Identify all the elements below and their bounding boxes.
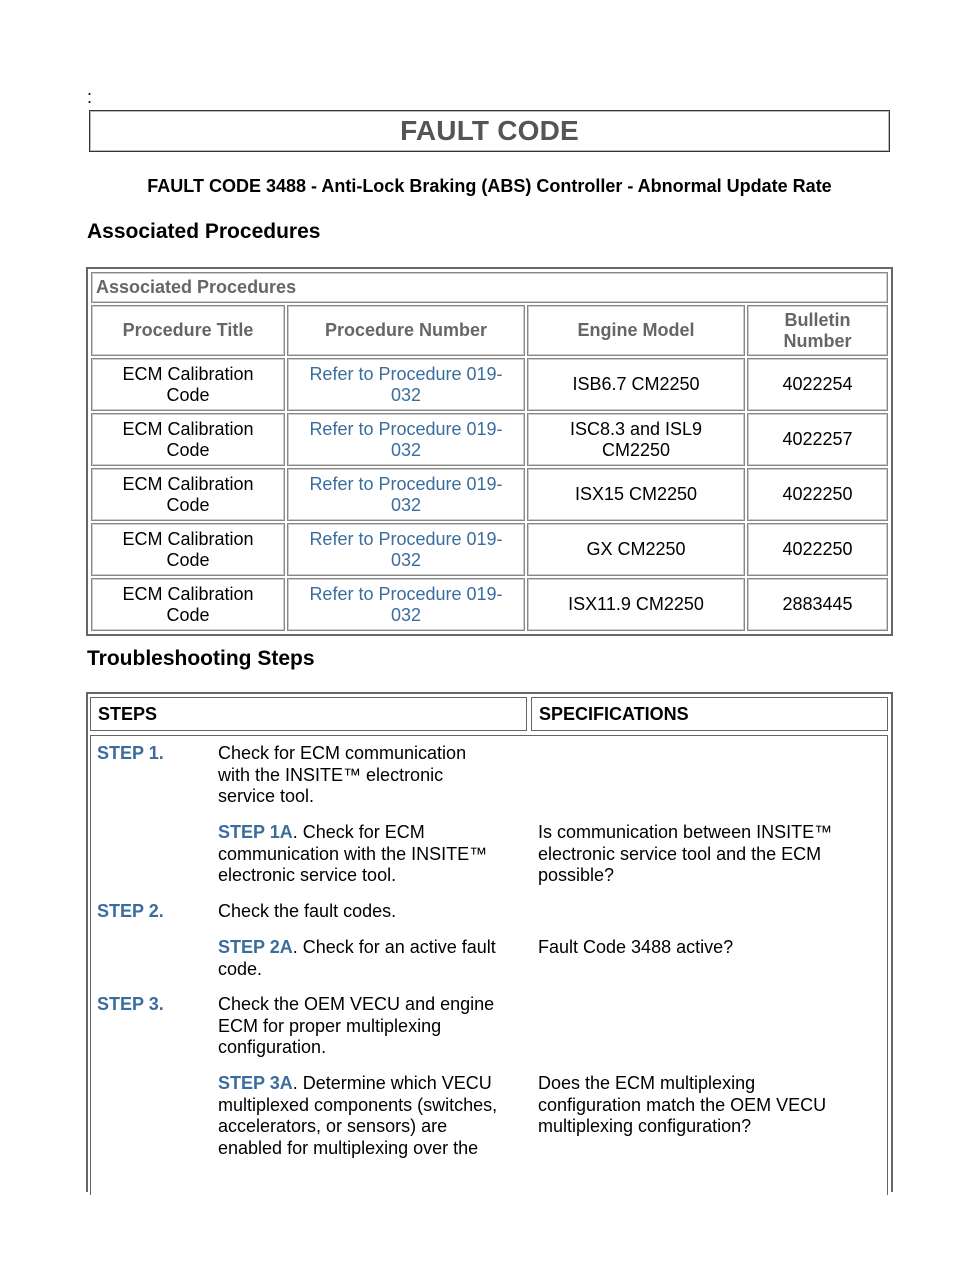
- step-3a-text: STEP 3A. Determine which VECU multiplexed components (switches, accelerators, or sensors) are enabled for multiplexing over the: [218, 1073, 498, 1158]
- procedure-link[interactable]: Refer to Procedure 019- 032: [287, 523, 525, 576]
- engine-model-cell: GX CM2250: [527, 523, 745, 576]
- step-2a-text: STEP 2A. Check for an active fault code.: [218, 937, 496, 979]
- procedure-title-cell: ECM Calibration Code: [91, 523, 285, 576]
- table-row: [91, 468, 888, 521]
- procedure-title-cell: ECM Calibration Code: [91, 578, 285, 631]
- step-3-label[interactable]: STEP 3.: [97, 994, 164, 1014]
- table-row: [91, 523, 888, 576]
- fault-code-banner: [89, 110, 890, 152]
- bulletin-number-cell: 4022250: [747, 468, 888, 521]
- step-1a-specification: Is communication between INSITE™ electronic service tool and the ECM possible?: [538, 822, 833, 885]
- procedure-link[interactable]: Refer to Procedure 019- 032: [287, 413, 525, 466]
- engine-model-cell: ISC8.3 and ISL9 CM2250: [527, 413, 745, 466]
- column-header-steps: STEPS: [90, 697, 527, 731]
- step-3-text: Check the OEM VECU and engine ECM for proper multiplexing configuration.: [218, 994, 495, 1057]
- step-2a-label[interactable]: STEP 2A: [218, 937, 293, 957]
- step-1-text: Check for ECM communication with the INSITE™ electronic service tool.: [218, 743, 467, 806]
- table-row: [91, 413, 888, 466]
- step-1a-label[interactable]: STEP 1A: [218, 822, 293, 842]
- engine-model-cell: ISX15 CM2250: [527, 468, 745, 521]
- step-3a-specification: Does the ECM multiplexing configuration match the OEM VECU multiplexing configuration?: [538, 1073, 827, 1136]
- step-2-text: Check the fault codes.: [218, 901, 397, 921]
- engine-model-cell: ISX11.9 CM2250: [527, 578, 745, 631]
- step-1-label[interactable]: STEP 1.: [97, 743, 164, 763]
- associated-procedures-heading: Associated Procedures: [87, 220, 321, 243]
- bulletin-number-cell: 4022250: [747, 523, 888, 576]
- procedure-link[interactable]: Refer to Procedure 019- 032: [287, 358, 525, 411]
- procedure-link[interactable]: Refer to Procedure 019- 032: [287, 468, 525, 521]
- procedure-link[interactable]: Refer to Procedure 019- 032: [287, 578, 525, 631]
- fault-code-title: FAULT CODE 3488 - Anti-Lock Braking (ABS) Controller - Abnormal Update Rate: [147, 176, 832, 196]
- column-header-bulletin-number: Bulletin Number: [747, 305, 888, 356]
- colon-mark: :: [87, 87, 93, 107]
- column-header-procedure-title: Procedure Title: [91, 305, 285, 356]
- procedure-title-cell: ECM Calibration Code: [91, 413, 285, 466]
- column-header-procedure-number: Procedure Number: [287, 305, 525, 356]
- procedure-title-cell: ECM Calibration Code: [91, 468, 285, 521]
- table-row: [91, 358, 888, 411]
- table-row: [91, 578, 888, 631]
- engine-model-cell: ISB6.7 CM2250: [527, 358, 745, 411]
- bulletin-number-cell: 2883445: [747, 578, 888, 631]
- bulletin-number-cell: 4022254: [747, 358, 888, 411]
- bulletin-number-cell: 4022257: [747, 413, 888, 466]
- step-3a-label[interactable]: STEP 3A: [218, 1073, 293, 1093]
- column-header-specifications: SPECIFICATIONS: [531, 697, 888, 731]
- troubleshooting-steps-heading: Troubleshooting Steps: [87, 647, 315, 670]
- associated-procedures-table: [86, 267, 893, 636]
- step-1a-text: STEP 1A. Check for ECM communication with the INSITE™ electronic service tool.: [218, 822, 488, 885]
- banner-title: FAULT CODE: [400, 115, 579, 146]
- column-header-engine-model: Engine Model: [527, 305, 745, 356]
- procedure-title-cell: ECM Calibration Code: [91, 358, 285, 411]
- step-2-label[interactable]: STEP 2.: [97, 901, 164, 921]
- table-caption: Associated Procedures: [91, 272, 888, 303]
- step-2a-specification: Fault Code 3488 active?: [538, 937, 734, 957]
